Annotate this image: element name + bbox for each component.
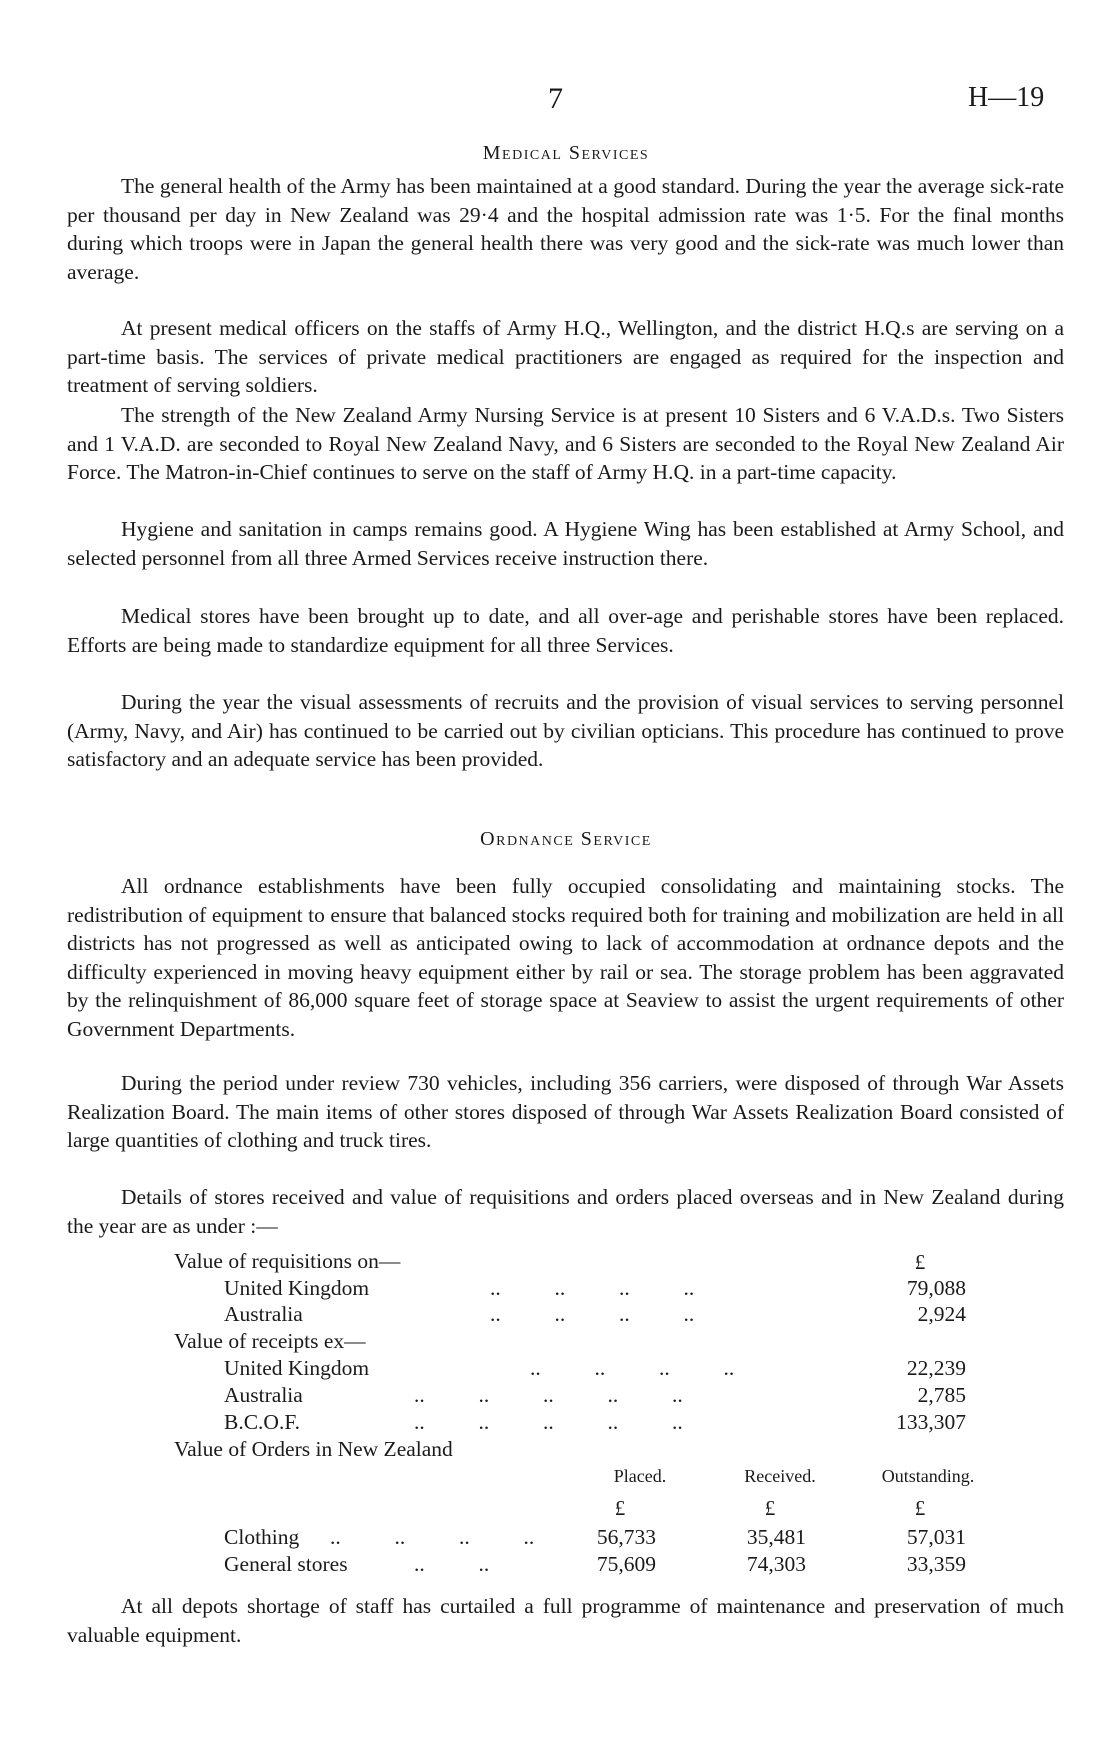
outstanding-value: 33,359 (906, 1552, 966, 1576)
received-value: 74,303 (746, 1552, 806, 1576)
leader-dots: .. .. .. .. (330, 1525, 535, 1549)
paragraph: Hygiene and sanitation in camps remains good. A Hygiene Wing has been established at Army School, and selected personnel from all three Armed Services receive instruction there. (67, 517, 1064, 570)
paragraph: All ordnance establishments have been fully occupied consolidating and maintaining stocks. The redistribution of equipment to ensure that balanced stocks required both for training and mobilization are held in all districts has not progressed as well as anticipated owing to lack of accommodation at ordnance depots and the difficulty experienced in moving heavy equipment either by rail or sea. The storage problem has been aggravated by the relinquishment of 86,000 square feet of storage space at Seaview to assist the urgent requirements of other Government Departments. (67, 874, 1064, 1041)
currency-received: £ (764, 1496, 776, 1520)
paragraph: Medical stores have been brought up to date, and all over-age and perishable stores have been replaced. Efforts are being made to standardize equipment for all three Services. (67, 604, 1064, 657)
document-reference: H—19 (968, 82, 1045, 113)
row-value: 2,785 (917, 1383, 966, 1407)
row-value: 22,239 (906, 1356, 966, 1380)
row-label: Australia (224, 1383, 303, 1407)
placed-value: 75,609 (596, 1552, 656, 1576)
paragraph: During the year the visual assessments of recruits and the provision of visual services to serving personnel (Army, Navy, and Air) has continued to be carried out by civilian opticians. This procedure has continued to prove satisfactory and an adequate service has been provided. (67, 690, 1064, 771)
orders-label: Value of Orders in New Zealand (174, 1437, 453, 1461)
currency-outstanding: £ (914, 1496, 926, 1520)
closing-paragraph: At all depots shortage of staff has curtailed a full programme of maintenance and preservation of much valuable equipment. (67, 1594, 1064, 1647)
paragraph: During the period under review 730 vehicles, including 356 carriers, were disposed of through War Assets Realization Board. The main items of other stores disposed of through War Assets Realization Board consisted of large quantities of clothing and truck tires. (67, 1071, 1064, 1152)
paragraph: Details of stores received and value of requisitions and orders placed overseas and in New Zealand during the year are as under :— (67, 1185, 1064, 1238)
row-label: B.C.O.F. (224, 1410, 300, 1434)
currency-placed: £ (614, 1496, 626, 1520)
page-number: 7 (548, 82, 563, 115)
leader-dots: .. .. .. .. .. (414, 1410, 683, 1434)
received-value: 35,481 (746, 1525, 806, 1549)
outstanding-value: 57,031 (906, 1525, 966, 1549)
row-value: 2,924 (917, 1302, 966, 1326)
column-header-placed: Placed. (613, 1466, 667, 1486)
row-value: 79,088 (906, 1276, 966, 1300)
row-value: 133,307 (896, 1410, 966, 1434)
leader-dots: .. .. .. .. (530, 1356, 735, 1380)
receipts-label: Value of receipts ex— (174, 1329, 366, 1353)
leader-dots: .. .. .. .. (490, 1302, 695, 1326)
leader-dots: .. .. .. .. .. (414, 1383, 683, 1407)
leader-dots: .. .. (414, 1552, 490, 1576)
row-label: United Kingdom (224, 1276, 370, 1300)
leader-dots: .. .. .. .. (490, 1276, 695, 1300)
paragraph: The strength of the New Zealand Army Nursing Service is at present 10 Sisters and 6 V.A.D.s. Two Sisters and 1 V.A.D. are seconded to Royal New Zealand Navy, and 6 Sisters are seconded to the Royal New Zealand Air Force. The Matron-in-Chief continues to serve on the staff of Army H.Q. in a part-time capacity. (67, 403, 1064, 484)
paragraph: The general health of the Army has been maintained at a good standard. During the year the average sick-rate per thousand per day in New Zealand was 29·4 and the hospital admission rate was 1·5. For the final months during which troops were in Japan the general health there was very good and the sick-rate was much lower than average. (67, 174, 1064, 284)
ordnance-service-heading: Ordnance Service (480, 828, 652, 850)
paragraph: At present medical officers on the staffs of Army H.Q., Wellington, and the district H.Q.s are serving on a part-time basis. The services of private medical practitioners are engaged as required for the inspection and treatment of serving soldiers. (67, 316, 1064, 397)
row-label: General stores (224, 1552, 348, 1576)
column-header-received: Received. (744, 1466, 816, 1486)
requisitions-label: Value of requisitions on— (174, 1249, 401, 1273)
row-label: Australia (224, 1302, 303, 1326)
row-label: Clothing (224, 1525, 300, 1549)
column-header-outstanding: Outstanding. (881, 1466, 975, 1486)
row-label: United Kingdom (224, 1356, 370, 1380)
table-currency-header: £ (914, 1250, 926, 1274)
medical-services-heading: Medical Services (482, 142, 650, 164)
placed-value: 56,733 (596, 1525, 656, 1549)
